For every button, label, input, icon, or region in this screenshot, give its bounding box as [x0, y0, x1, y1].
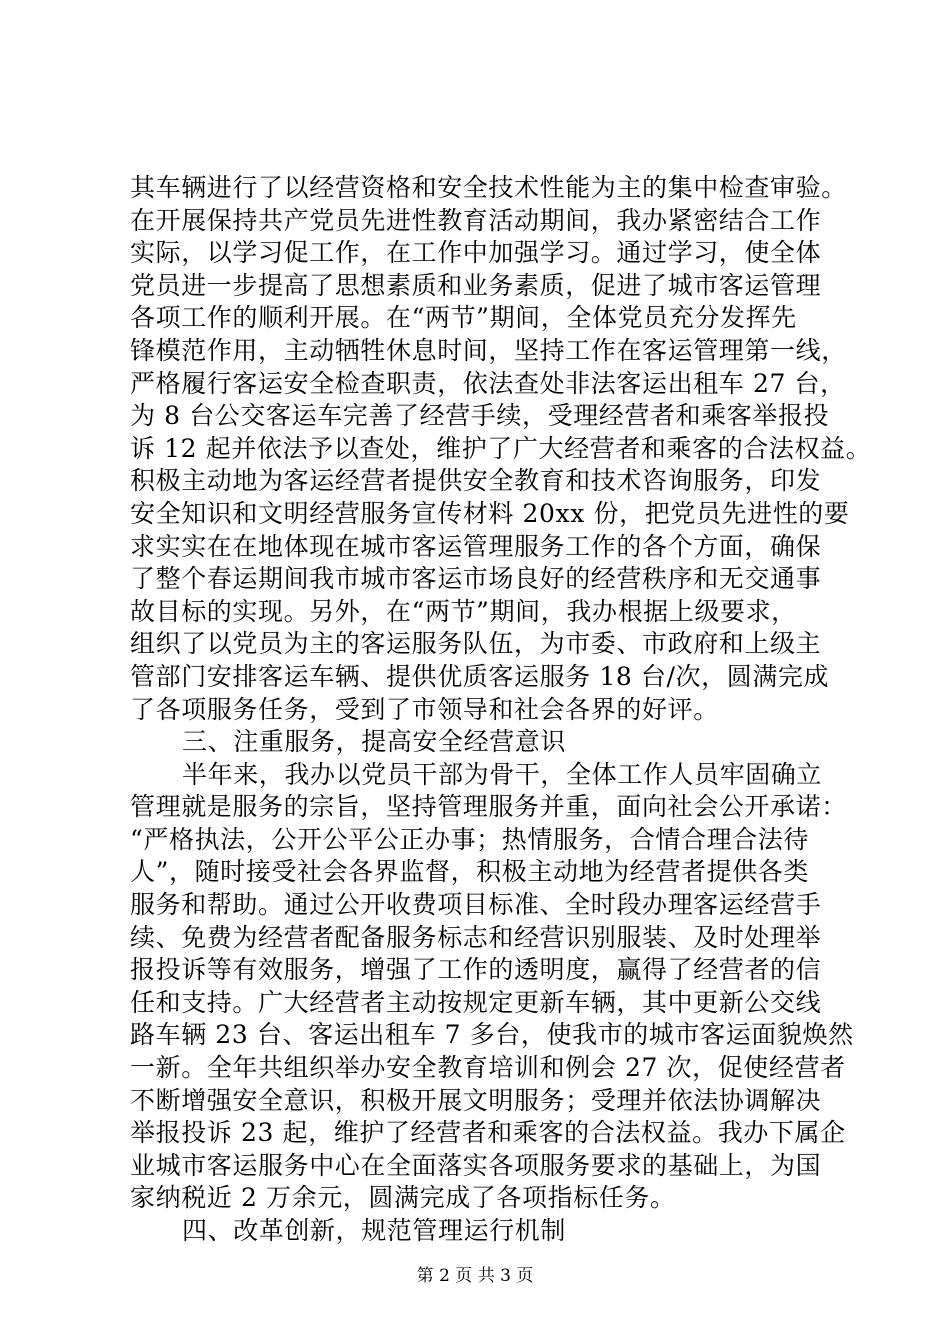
text-line: 不断增强安全意识，积极开展文明服务；受理并依法协调解决	[130, 1085, 822, 1115]
text-line: 严格履行客运安全检查职责，依法查处非法客运出租车 27 台，	[130, 368, 846, 398]
text-line: 一新。全年共组织举办安全教育培训和例会 27 次，促使经营者	[130, 1053, 846, 1083]
text-line: 管部门安排客运车辆、提供优质客运服务 18 台/次，圆满完成	[130, 661, 830, 691]
text-line: 人”，随时接受社会各界监督，积极主动地为经营者提供各类	[130, 857, 809, 887]
text-line: 业城市客运服务中心在全面落实各项服务要求的基础上，为国	[130, 1150, 822, 1180]
text-line: 各项工作的顺利开展。在“两节”期间，全体党员充分发挥先	[130, 303, 797, 333]
text-line: 管理就是服务的宗旨，坚持管理服务并重，面向社会公开承诺：	[130, 792, 847, 822]
text-line: 家纳税近 2 万余元，圆满完成了各项指标任务。	[130, 1183, 676, 1213]
page-footer: 第 2 页 共 3 页	[416, 1266, 534, 1286]
text-line: 诉 12 起并依法予以查处，维护了广大经营者和乘客的合法权益。	[130, 433, 872, 463]
text-line: 续、免费为经营者配备服务标志和经营识别服装、及时处理举	[130, 922, 822, 952]
text-line: 为 8 台公交客运车完善了经营手续，受理经营者和乘客举报投	[130, 401, 830, 431]
section-heading: 四、改革创新，规范管理运行机制	[182, 1216, 567, 1245]
text-line: 求实实在在地体现在城市客运管理服务工作的各个方面，确保	[130, 531, 822, 561]
text-line: 报投诉等有效服务，增强了工作的透明度，赢得了经营者的信	[130, 955, 822, 985]
text-line: 路车辆 23 台、客运出租车 7 多台，使我市的城市客运面貌焕然	[130, 1020, 854, 1050]
text-line: 积极主动地为客运经营者提供安全教育和技术咨询服务，印发	[130, 466, 822, 496]
text-line: 在开展保持共产党员先进性教育活动期间，我办紧密结合工作	[130, 205, 822, 235]
text-line: 举报投诉 23 起，维护了经营者和乘客的合法权益。我办下属企	[130, 1118, 846, 1148]
text-line: 锋模范作用，主动牺牲休息时间，坚持工作在客运管理第一线，	[130, 335, 847, 365]
text-line: 服务和帮助。通过公开收费项目标准、全时段办理客运经营手	[130, 890, 822, 920]
text-line: 任和支持。广大经营者主动按规定更新车辆，其中更新公交线	[130, 987, 822, 1017]
text-line: 了各项服务任务，受到了市领导和社会各界的好评。	[130, 694, 719, 724]
text-line: 安全知识和文明经营服务宣传材料 20xx 份，把党员先进性的要	[130, 498, 850, 528]
text-line: 党员进一步提高了思想素质和业务素质，促进了城市客运管理	[130, 270, 822, 300]
text-line: “严格执法，公开公平公正办事；热情服务，合情合理合法待	[130, 824, 809, 854]
text-line: 了整个春运期间我市城市客运市场良好的经营秩序和无交通事	[130, 564, 822, 594]
document-body	[130, 172, 872, 1248]
text-line: 故目标的实现。另外，在“两节”期间，我办根据上级要求，	[130, 596, 797, 626]
text-line: 实际，以学习促工作，在工作中加强学习。通过学习，使全体	[130, 238, 822, 268]
text-line: 其车辆进行了以经营资格和安全技术性能为主的集中检查审验。	[130, 173, 847, 202]
section-heading: 三、注重服务，提高安全经营意识	[182, 727, 567, 757]
text-line: 组织了以党员为主的客运服务队伍，为市委、市政府和上级主	[130, 629, 822, 659]
text-line: 半年来，我办以党员干部为骨干，全体工作人员牢固确立	[182, 759, 823, 789]
